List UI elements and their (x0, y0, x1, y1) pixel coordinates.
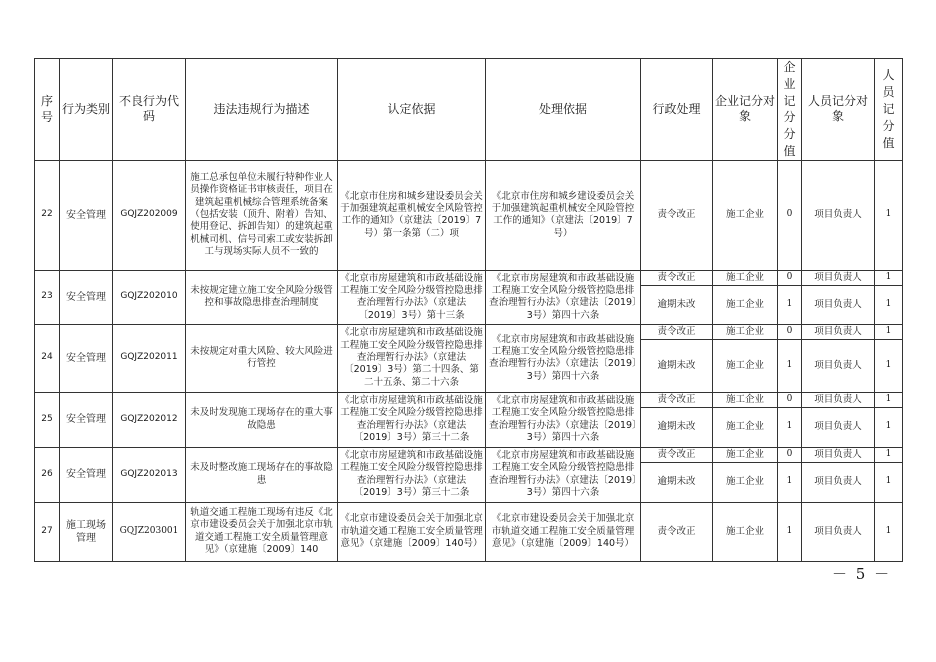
row-admin: 责令改正 (641, 447, 713, 462)
row-description: 施工总承包单位未履行特种作业人员操作资格证书审核责任，项目在建筑起重机械综合管理系统备案（包括安装（顶升、附着）告知、使用登记、拆卸告知）的建筑起重机械司机、信号司索工或安装拆卸工与现场实际人员不一致的 (186, 160, 338, 270)
row-seq: 24 (35, 324, 60, 392)
row-personnel-target: 项目负责人 (802, 407, 875, 447)
row-enterprise-score: 0 (778, 392, 802, 407)
row-basis: 《北京市房屋建筑和市政基础设施工程施工安全风险分级管控隐患排查治理暂行办法》（京建法〔2019〕3号）第十三条 (338, 270, 486, 324)
row-seq: 22 (35, 160, 60, 270)
table-row (35, 324, 903, 339)
row-handling: 《北京市房屋建筑和市政基础设施工程施工安全风险分级管控隐患排查治理暂行办法》（京建法〔2019〕3号）第四十六条 (486, 270, 641, 324)
header-admin: 行政处理 (641, 59, 713, 161)
row-admin: 责令改正 (641, 160, 713, 270)
row-admin: 逾期未改 (641, 407, 713, 447)
table-row (35, 270, 903, 285)
row-personnel-score: 1 (875, 160, 903, 270)
row-handling: 《北京市房屋建筑和市政基础设施工程施工安全风险分级管控隐患排查治理暂行办法》（京建法〔2019〕3号）第四十六条 (486, 324, 641, 392)
row-seq: 23 (35, 270, 60, 324)
row-enterprise-target: 施工企业 (713, 270, 778, 285)
row-admin: 逾期未改 (641, 339, 713, 392)
row-personnel-target: 项目负责人 (802, 392, 875, 407)
row-basis: 《北京市房屋建筑和市政基础设施工程施工安全风险分级管控隐患排查治理暂行办法》（京建法〔2019〕3号）第三十二条 (338, 447, 486, 502)
row-enterprise-score: 1 (778, 407, 802, 447)
row-code: GQJZ202013 (113, 447, 186, 502)
row-category: 安全管理 (60, 324, 113, 392)
row-enterprise-target: 施工企业 (713, 447, 778, 462)
row-category: 安全管理 (60, 447, 113, 502)
table-row (35, 392, 903, 407)
row-personnel-target: 项目负责人 (802, 447, 875, 462)
row-enterprise-target: 施工企业 (713, 339, 778, 392)
row-enterprise-target: 施工企业 (713, 392, 778, 407)
row-description: 轨道交通工程施工现场有违反《北京市建设委员会关于加强北京市轨道交通工程施工安全质量管理意见》（京建施〔2009〕140 (186, 502, 338, 561)
row-personnel-score: 1 (875, 270, 903, 285)
row-personnel-score: 1 (875, 339, 903, 392)
row-personnel-target: 项目负责人 (802, 160, 875, 270)
row-personnel-score: 1 (875, 447, 903, 462)
violations-table (34, 58, 903, 562)
table-row (35, 160, 903, 270)
row-basis: 《北京市房屋建筑和市政基础设施工程施工安全风险分级管控隐患排查治理暂行办法》（京建法〔2019〕3号）第二十四条、第二十五条、第二十六条 (338, 324, 486, 392)
table-row (35, 447, 903, 462)
row-handling: 《北京市住房和城乡建设委员会关于加强建筑起重机械安全风险管控工作的通知》（京建法〔2019〕7号） (486, 160, 641, 270)
row-description: 未及时整改施工现场存在的事故隐患 (186, 447, 338, 502)
header-description: 违法违规行为描述 (186, 59, 338, 161)
page-number: － 5 － (832, 565, 892, 583)
header-basis: 认定依据 (338, 59, 486, 161)
header-category: 行为类别 (60, 59, 113, 161)
row-personnel-score: 1 (875, 285, 903, 324)
row-personnel-target: 项目负责人 (802, 339, 875, 392)
row-seq: 26 (35, 447, 60, 502)
row-enterprise-score: 0 (778, 324, 802, 339)
row-enterprise-score: 1 (778, 339, 802, 392)
row-category: 安全管理 (60, 160, 113, 270)
table-row (35, 502, 903, 561)
row-handling: 《北京市房屋建筑和市政基础设施工程施工安全风险分级管控隐患排查治理暂行办法》（京建法〔2019〕3号）第四十六条 (486, 392, 641, 447)
row-enterprise-score: 0 (778, 160, 802, 270)
row-admin: 逾期未改 (641, 462, 713, 502)
row-enterprise-score: 0 (778, 270, 802, 285)
row-enterprise-target: 施工企业 (713, 160, 778, 270)
header-code: 不良行为代码 (113, 59, 186, 161)
row-personnel-target: 项目负责人 (802, 462, 875, 502)
row-description: 未按规定对重大风险、较大风险进行管控 (186, 324, 338, 392)
row-code: GQJZ202012 (113, 392, 186, 447)
row-seq: 25 (35, 392, 60, 447)
header-row (35, 59, 903, 161)
row-personnel-score: 1 (875, 462, 903, 502)
row-handling: 《北京市房屋建筑和市政基础设施工程施工安全风险分级管控隐患排查治理暂行办法》（京建法〔2019〕3号）第四十六条 (486, 447, 641, 502)
row-personnel-target: 项目负责人 (802, 270, 875, 285)
header-enterprise-target: 企业记分对象 (713, 59, 778, 161)
row-code: GQJZ202010 (113, 270, 186, 324)
row-enterprise-target: 施工企业 (713, 324, 778, 339)
row-description: 未及时发现施工现场存在的重大事故隐患 (186, 392, 338, 447)
row-category: 安全管理 (60, 392, 113, 447)
row-handling: 《北京市建设委员会关于加强北京市轨道交通工程施工安全质量管理意见》（京建施〔2009〕140号） (486, 502, 641, 561)
row-category: 施工现场管理 (60, 502, 113, 561)
row-enterprise-score: 1 (778, 285, 802, 324)
row-code: GQJZ203001 (113, 502, 186, 561)
row-personnel-target: 项目负责人 (802, 324, 875, 339)
row-admin: 责令改正 (641, 502, 713, 561)
row-enterprise-score: 1 (778, 502, 802, 561)
header-personnel-target: 人员记分对象 (802, 59, 875, 161)
header-personnel-score: 人员记分值 (875, 59, 903, 161)
row-basis: 《北京市建设委员会关于加强北京市轨道交通工程施工安全质量管理意见》（京建施〔2009〕140号） (338, 502, 486, 561)
row-admin: 责令改正 (641, 270, 713, 285)
header-enterprise-score: 企业记分分值 (778, 59, 802, 161)
row-code: GQJZ202011 (113, 324, 186, 392)
header-seq: 序号 (35, 59, 60, 161)
row-enterprise-target: 施工企业 (713, 462, 778, 502)
row-category: 安全管理 (60, 270, 113, 324)
row-admin: 责令改正 (641, 392, 713, 407)
row-enterprise-score: 1 (778, 462, 802, 502)
row-personnel-target: 项目负责人 (802, 285, 875, 324)
row-personnel-score: 1 (875, 407, 903, 447)
row-enterprise-score: 0 (778, 447, 802, 462)
row-enterprise-target: 施工企业 (713, 502, 778, 561)
row-personnel-score: 1 (875, 502, 903, 561)
row-description: 未按规定建立施工安全风险分级管控和事故隐患排查治理制度 (186, 270, 338, 324)
row-code: GQJZ202009 (113, 160, 186, 270)
row-admin: 逾期未改 (641, 285, 713, 324)
row-personnel-score: 1 (875, 324, 903, 339)
row-personnel-score: 1 (875, 392, 903, 407)
row-basis: 《北京市住房和城乡建设委员会关于加强建筑起重机械安全风险管控工作的通知》（京建法〔2019〕7号）第一条第（二）项 (338, 160, 486, 270)
row-enterprise-target: 施工企业 (713, 285, 778, 324)
row-enterprise-target: 施工企业 (713, 407, 778, 447)
header-handling: 处理依据 (486, 59, 641, 161)
row-seq: 27 (35, 502, 60, 561)
row-personnel-target: 项目负责人 (802, 502, 875, 561)
row-basis: 《北京市房屋建筑和市政基础设施工程施工安全风险分级管控隐患排查治理暂行办法》（京建法〔2019〕3号）第三十二条 (338, 392, 486, 447)
row-admin: 责令改正 (641, 324, 713, 339)
